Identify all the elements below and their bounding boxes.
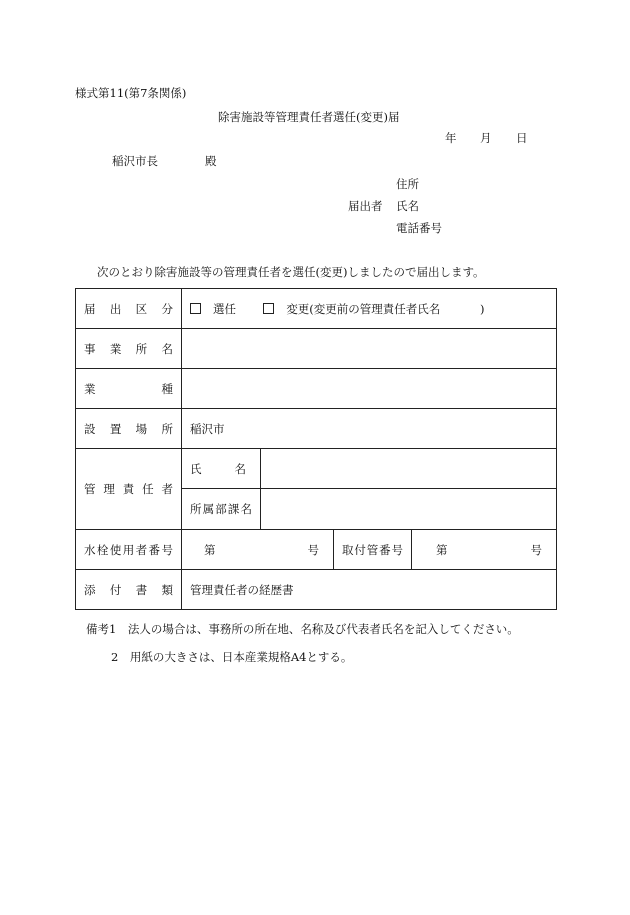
manager-name-label-cell xyxy=(182,449,261,489)
applicant-phone-label: 電話番号 xyxy=(396,221,442,235)
manager-dept-label: 所 属 部 課 名 xyxy=(190,502,252,516)
business-name-input[interactable] xyxy=(182,329,557,369)
control-label-cell xyxy=(334,530,412,570)
location-label-cell xyxy=(76,409,182,449)
addressee-suffix: 殿 xyxy=(205,154,217,168)
notification-table xyxy=(75,288,557,610)
manager-name-label: 氏 名 xyxy=(190,461,246,476)
applicant-label: 届出者 xyxy=(348,199,383,213)
type-options-cell xyxy=(182,289,557,329)
manager-name-input[interactable] xyxy=(261,449,557,489)
applicant-address-label: 住所 xyxy=(396,177,419,191)
change-checkbox[interactable] xyxy=(263,303,274,314)
manager-label-cell xyxy=(76,449,182,530)
manager-dept-label-cell xyxy=(182,489,261,530)
intro-text: 次のとおり除害施設等の管理責任者を選任(変更)しましたので届出します。 xyxy=(97,265,485,279)
change-option-close: ) xyxy=(479,301,485,316)
location-value: 稲沢市 xyxy=(190,421,225,436)
location-input[interactable] xyxy=(182,409,557,449)
inspection-suffix: 号 xyxy=(307,542,319,557)
change-option-label: 変更(変更前の管理責任者氏名 xyxy=(286,301,441,316)
select-option-label: 選任 xyxy=(213,301,236,316)
date-day: 日 xyxy=(516,131,528,145)
date-year: 年 xyxy=(445,131,457,145)
attachments-cell xyxy=(182,570,557,610)
addressee-name: 稲沢市長 xyxy=(112,154,158,168)
type-label: 届 出 区 分 xyxy=(84,301,173,316)
date-month: 月 xyxy=(480,131,492,145)
manager-dept-input[interactable] xyxy=(261,489,557,530)
attachments-value: 管理責任者の経歴書 xyxy=(190,582,294,597)
control-prefix: 第 xyxy=(436,542,448,557)
inspection-label: 水 栓 使 用 者 番 号 xyxy=(84,542,173,557)
industry-label: 業 種 xyxy=(84,381,173,396)
inspection-prefix: 第 xyxy=(204,542,216,557)
inspection-number-input[interactable] xyxy=(182,530,334,570)
attachments-label: 添 付 書 類 xyxy=(84,582,173,597)
business-name-label: 事 業 所 名 xyxy=(84,341,173,356)
form-number: 様式第11(第7条関係) xyxy=(75,86,187,100)
form-title: 除害施設等管理責任者選任(変更)届 xyxy=(218,110,400,124)
industry-input[interactable] xyxy=(182,369,557,409)
business-name-label-cell xyxy=(76,329,182,369)
type-label-cell xyxy=(76,289,182,329)
note-1: 備考1 法人の場合は、事務所の所在地、名称及び代表者氏名を記入してください。 xyxy=(86,622,519,636)
note-2: 2 用紙の大きさは、日本産業規格A4とする。 xyxy=(111,650,353,664)
applicant-name-label: 氏名 xyxy=(396,199,419,213)
location-label: 設 置 場 所 xyxy=(84,421,173,436)
industry-label-cell xyxy=(76,369,182,409)
inspection-label-cell xyxy=(76,530,182,570)
select-checkbox[interactable] xyxy=(190,303,201,314)
attachments-label-cell xyxy=(76,570,182,610)
control-label: 取 付 管 番 号 xyxy=(342,542,403,557)
control-number-input[interactable] xyxy=(412,530,557,570)
control-suffix: 号 xyxy=(530,542,543,557)
manager-label: 管 理 責 任 者 xyxy=(84,482,173,496)
